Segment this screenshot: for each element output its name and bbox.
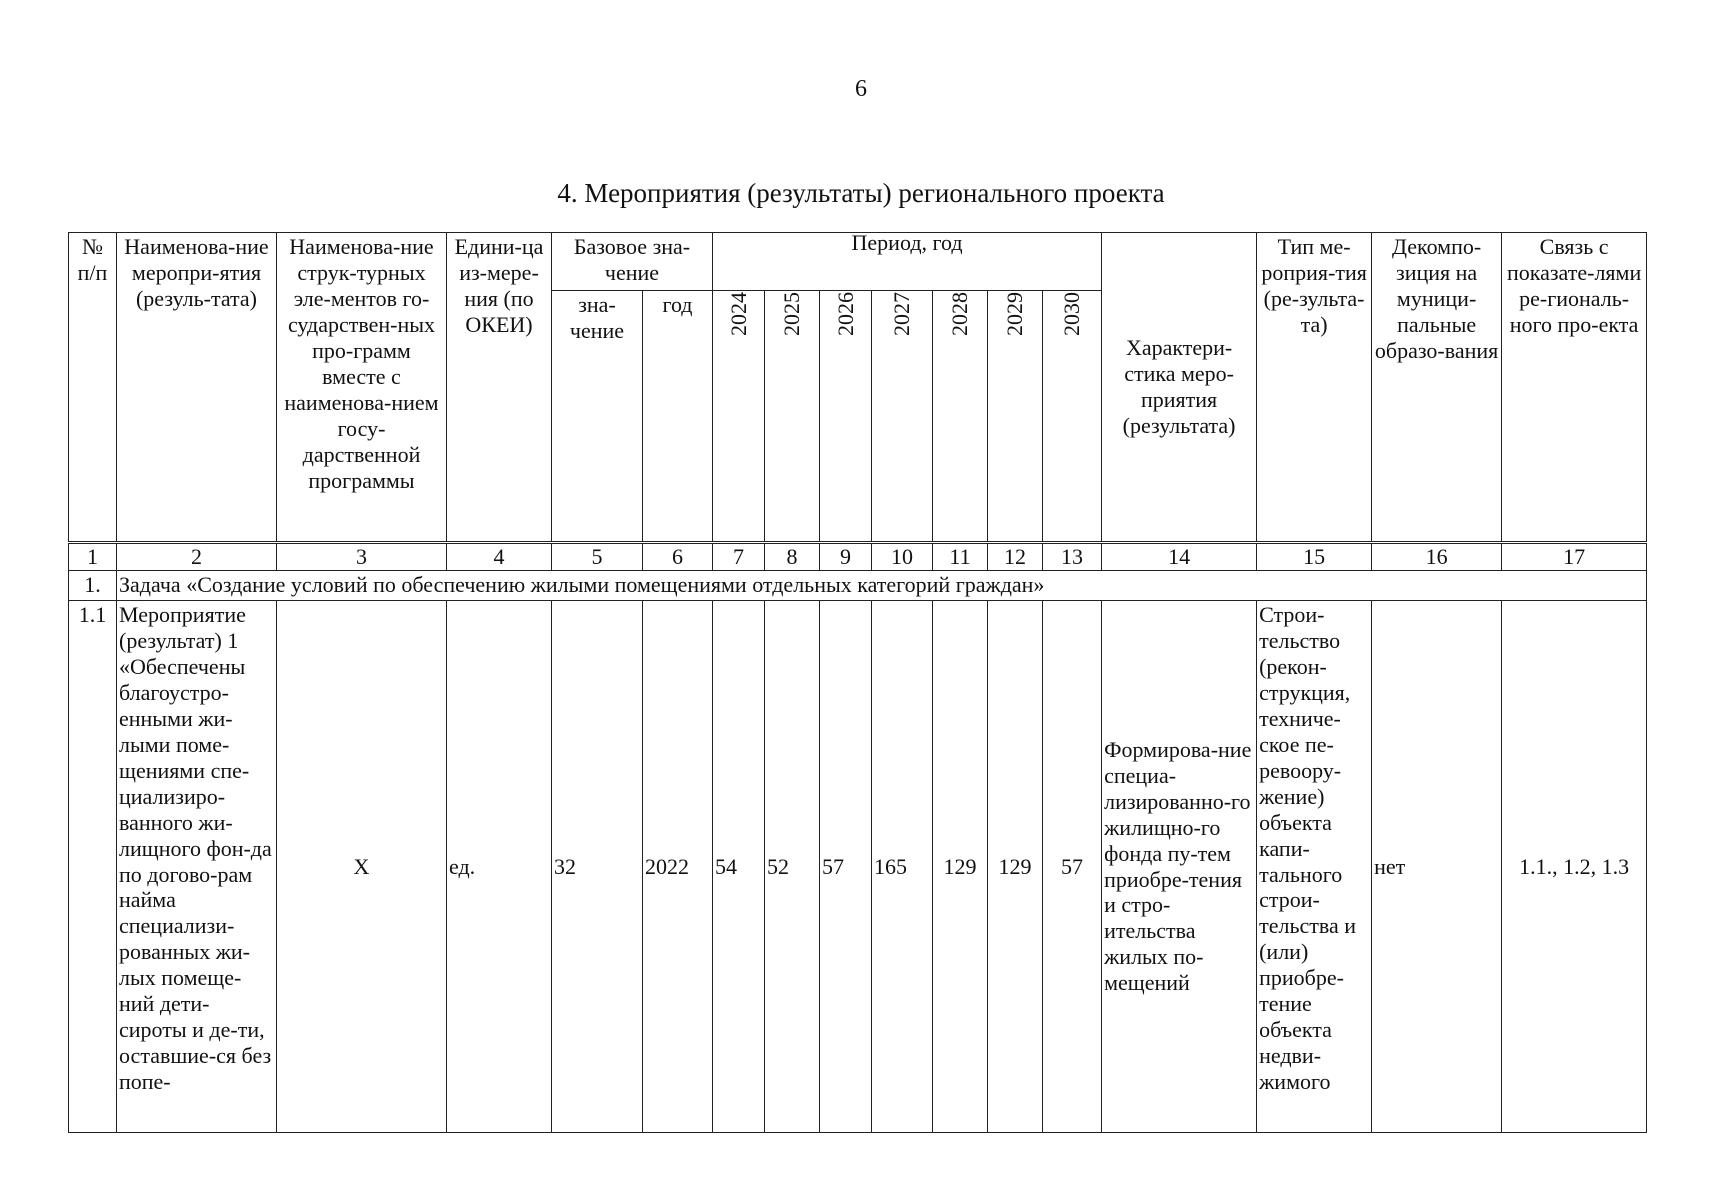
row-base-year: 2022 [643,601,713,1133]
row-value-2027: 165 [872,601,933,1133]
column-number: 5 [552,543,643,571]
header-num: № п/п [69,233,117,543]
row-value-2024: 54 [713,601,765,1133]
column-number: 11 [933,543,988,571]
column-number: 15 [1257,543,1372,571]
row-unit: ед. [447,601,552,1133]
column-number: 17 [1502,543,1647,571]
row-value-2026: 57 [820,601,872,1133]
column-number: 8 [765,543,820,571]
row-structural-element: X [277,601,447,1133]
column-number: 2 [117,543,277,571]
section-title: 4. Мероприятия (результаты) регионального проекта [557,178,1165,208]
page-number: 6 [855,76,867,102]
column-number: 16 [1372,543,1502,571]
row-num: 1.1 [69,601,117,1133]
header-type: Тип ме-роприя-тия (ре-зульта-та) [1257,233,1372,543]
table-row [69,601,1647,1133]
header-link: Связь с показате-лями ре-гиональ-ного про-екта [1502,233,1647,543]
column-number: 12 [988,543,1043,571]
header-year-2029: 2029 [988,291,1043,543]
row-decomposition: нет [1372,601,1502,1133]
header-characteristic: Характери-стика меро-приятия (результата) [1102,233,1257,543]
column-number: 1 [69,543,117,571]
row-type: Строи-тельство (рекон-струкция, техниче-ское пе-ревоору-жение) объекта капи-тального строи-тельства и (или) приобре-тение объекта недви-жимого [1257,601,1372,1133]
header-row-1 [69,233,1647,291]
row-value-2025: 52 [765,601,820,1133]
row-value-2028: 129 [933,601,988,1133]
row-indicator-link: 1.1., 1.2, 1.3 [1502,601,1647,1133]
row-characteristic: Формирова-ние специа-лизированно-го жилищно-го фонда пу-тем приобре-тения и стро-ительства жилых по-мещений [1102,601,1257,1133]
task-text: Задача «Создание условий по обеспечению жилыми помещениями отдельных категорий граждан» [117,571,1647,601]
header-structural-elements: Наименова-ние струк-турных эле-ментов го-сударствен-ных про-грамм вместе с наименова-нием госу-дарственной программы [277,233,447,543]
row-value-2029: 129 [988,601,1043,1133]
task-num: 1. [69,571,117,601]
header-period-label: Период, год [851,232,963,255]
row-base-value: 32 [552,601,643,1133]
row-event-name: Мероприятие (результат) 1 «Обеспечены благоустро-енными жи-лыми поме-щениями спе-циализиро-ванного жи-лищного фон-да по догово-рам найма специализи-рованных жи-лых помеще-ний дети-сироты и де-ти, оставшие-ся без попе- [117,601,277,1133]
header-base-value: Базовое зна-чение [552,233,713,291]
column-number: 10 [872,543,933,571]
events-table [68,232,1647,1133]
header-year-2030: 2030 [1043,291,1102,543]
column-number: 3 [277,543,447,571]
column-number: 9 [820,543,872,571]
row-value-2030: 57 [1043,601,1102,1133]
column-number: 13 [1043,543,1102,571]
column-number: 6 [643,543,713,571]
header-decomposition: Декомпо-зиция на муници-пальные образо-вания [1372,233,1502,543]
header-base-value-value: зна-чение [552,291,643,543]
header-event-name: Наименова-ние меропри-ятия (резуль-тата) [117,233,277,543]
column-number: 7 [713,543,765,571]
header-year-2027: 2027 [872,291,933,543]
header-period [713,233,1102,291]
column-number: 14 [1102,543,1257,571]
header-year-2024: 2024 [713,291,765,543]
header-base-value-year: год [643,291,713,543]
task-row [69,571,1647,601]
header-unit: Едини-ца из-мере-ния (по ОКЕИ) [447,233,552,543]
header-year-2028: 2028 [933,291,988,543]
header-year-2026: 2026 [820,291,872,543]
header-year-2025: 2025 [765,291,820,543]
column-number-row [69,543,1647,571]
column-number: 4 [447,543,552,571]
